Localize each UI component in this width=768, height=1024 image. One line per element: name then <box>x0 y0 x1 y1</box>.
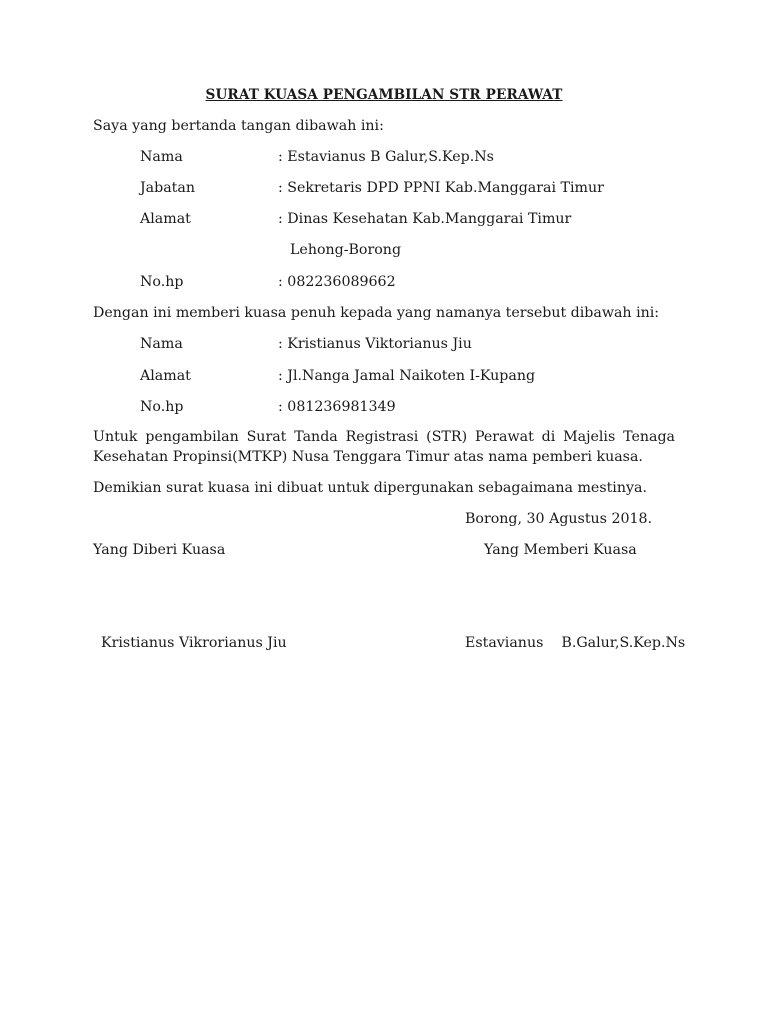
grantor-address-value: : Dinas Kesehatan Kab.Manggarai Timur <box>278 211 572 227</box>
grantee-phone-value: : 081236981349 <box>278 399 396 415</box>
closing-text: Demikian surat kuasa ini dibuat untuk dipergunakan sebagaimana mestinya. <box>93 480 647 496</box>
grantor-name-value: : Estavianus B Galur,S.Kep.Ns <box>278 149 494 165</box>
grantee-address-label: Alamat <box>140 368 191 384</box>
grantee-address-value: : Jl.Nanga Jamal Naikoten I-Kupang <box>278 368 536 384</box>
signature-left-heading: Yang Diberi Kuasa <box>93 542 226 558</box>
grantor-phone-label: No.hp <box>140 274 184 290</box>
grantor-position-label: Jabatan <box>140 180 195 196</box>
signature-right-name: Estavianus B.Galur,S.Kep.Ns <box>465 635 686 651</box>
signature-right-heading: Yang Memberi Kuasa <box>484 542 637 558</box>
transfer-statement: Dengan ini memberi kuasa penuh kepada yang namanya tersebut dibawah ini: <box>93 305 660 321</box>
grantor-address-label: Alamat <box>140 211 191 227</box>
purpose-paragraph: Untuk pengambilan Surat Tanda Registrasi (STR) Perawat di Majelis Tenaga Kesehatan Propinsi(MTKP) Nusa Tenggara Timur atas nama pemberi kuasa. <box>93 429 675 465</box>
grantor-position-value: : Sekretaris DPD PPNI Kab.Manggarai Timur <box>278 180 604 196</box>
grantor-name-label: Nama <box>140 149 183 165</box>
grantee-name-value: : Kristianus Viktorianus Jiu <box>278 336 472 352</box>
grantee-phone-label: No.hp <box>140 399 184 415</box>
signature-left-name: Kristianus Vikrorianus Jiu <box>101 635 287 651</box>
grantor-phone-value: : 082236089662 <box>278 274 396 290</box>
grantee-name-label: Nama <box>140 336 183 352</box>
grantor-address-line2: Lehong-Borong <box>290 242 402 258</box>
intro-text: Saya yang bertanda tangan dibawah ini: <box>93 118 384 134</box>
place-date: Borong, 30 Agustus 2018. <box>465 511 653 527</box>
document-title: SURAT KUASA PENGAMBILAN STR PERAWAT <box>205 87 563 103</box>
